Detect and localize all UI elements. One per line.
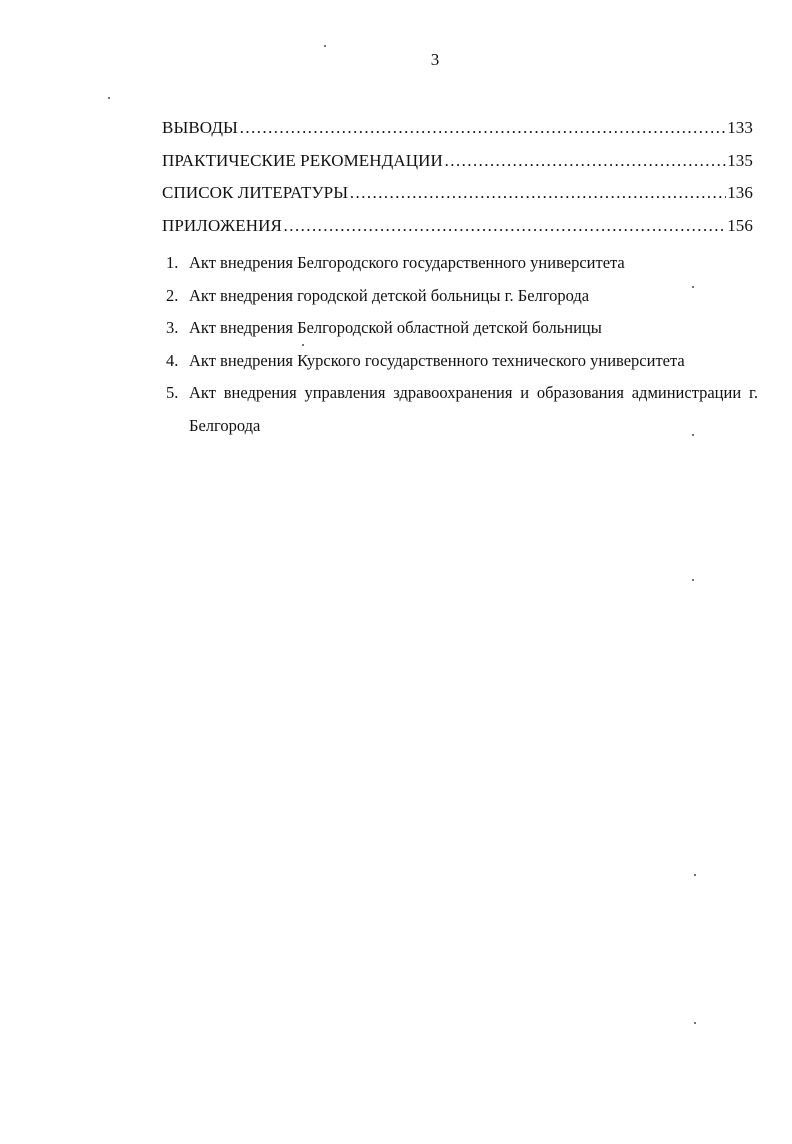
- toc-entry-page: 133: [727, 118, 753, 137]
- list-item: [166, 280, 758, 313]
- table-of-contents: [162, 118, 753, 248]
- list-item-number: 4.: [166, 350, 179, 370]
- toc-entry-conclusions: [162, 118, 753, 151]
- toc-entry-title: СПИСОК ЛИТЕРАТУРЫ: [162, 183, 349, 202]
- toc-entry-page: 135: [727, 150, 753, 170]
- list-item: [166, 345, 758, 378]
- dot-leader: [444, 151, 726, 171]
- toc-entry-title: ПРАКТИЧЕСКИЕ РЕКОМЕНДАЦИИ: [162, 150, 443, 170]
- list-item-text: Акт внедрения Курского государственного технического университета: [189, 350, 685, 370]
- list-item-number: 3.: [166, 318, 179, 337]
- toc-entry-title: ПРИЛОЖЕНИЯ: [162, 215, 282, 235]
- list-item-text: Акт внедрения Белгородской областной детской больницы: [189, 318, 602, 337]
- toc-entry-appendices: [162, 216, 753, 249]
- list-item: [166, 312, 758, 345]
- scan-speck: [692, 434, 694, 436]
- list-item-number: 2.: [166, 285, 179, 305]
- scan-speck: [694, 874, 696, 876]
- dot-leader: [239, 118, 726, 138]
- scan-speck: [694, 1022, 696, 1024]
- appendix-list: [166, 247, 758, 442]
- list-item-text: Акт внедрения Белгородского государственного университета: [189, 253, 625, 272]
- dot-leader: [283, 216, 726, 236]
- list-item: [166, 377, 758, 442]
- scan-speck: [692, 579, 694, 581]
- scan-speck: [302, 344, 304, 346]
- scan-speck: [324, 45, 326, 47]
- toc-entry-references: [162, 183, 753, 216]
- scan-speck: [692, 286, 694, 288]
- toc-entry-recommendations: [162, 151, 753, 184]
- toc-entry-page: 156: [727, 215, 753, 235]
- list-item: [166, 247, 758, 280]
- list-item-number: 5.: [166, 383, 179, 402]
- list-item-number: 1.: [166, 253, 179, 272]
- dot-leader: [349, 183, 726, 203]
- page-number: 3: [430, 50, 440, 69]
- toc-entry-title: ВЫВОДЫ: [162, 118, 238, 137]
- list-item-text: Акт внедрения управления здравоохранения и образования администрации г. Белгорода: [189, 383, 758, 435]
- scan-speck: [108, 97, 110, 99]
- toc-entry-page: 136: [727, 183, 753, 202]
- list-item-text: Акт внедрения городской детской больницы г. Белгорода: [189, 285, 590, 305]
